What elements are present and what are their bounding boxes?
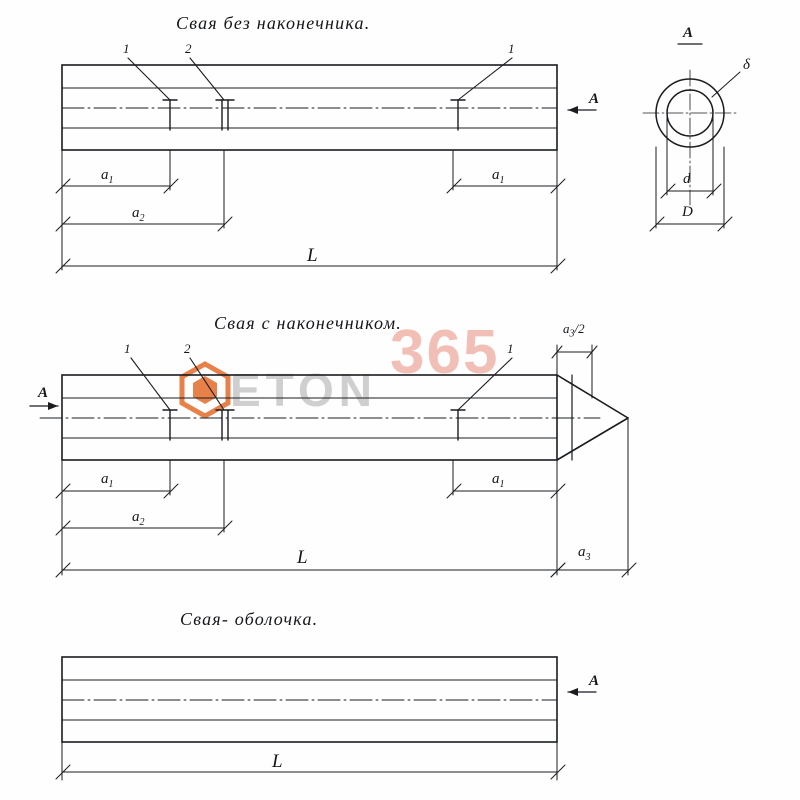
section-arrow-1 xyxy=(568,106,596,114)
callout-1-left-d1: 1 xyxy=(123,41,130,56)
section-view-a xyxy=(643,44,740,205)
dim-L-d1: L xyxy=(307,245,318,266)
pile-with-tip-dimensions xyxy=(56,418,636,577)
section-arrow-label-d2: А xyxy=(38,385,49,401)
dim-a1-left-d1: $a_1$ xyxy=(101,167,114,186)
section-arrow-2 xyxy=(30,402,58,410)
tip-half-dimension xyxy=(552,345,597,398)
callout-1-right-d2: 1 xyxy=(507,341,514,356)
pile-with-tip-leaders xyxy=(131,358,512,410)
pile-shell-body xyxy=(62,657,557,742)
callout-2-d2: 2 xyxy=(184,341,191,356)
section-arrow-label-d3: А xyxy=(589,673,600,689)
watermark-word: ETON xyxy=(230,364,377,416)
dim-a1-right-d2: $a_1$ xyxy=(492,471,505,490)
dim-a1-right-d1: $a_1$ xyxy=(492,167,505,186)
callout-2-d1: 2 xyxy=(185,41,192,56)
dim-a1-left-d2: $a_1$ xyxy=(101,471,114,490)
section-view-label: А xyxy=(683,25,694,41)
dim-a3-half: $a_3/2$ xyxy=(563,321,585,340)
section-arrow-3 xyxy=(568,688,596,696)
title-pile-without-tip: Свая без наконечника. xyxy=(176,13,371,33)
section-arrow-label-d1: А xyxy=(589,91,600,107)
pile-without-tip-embeds xyxy=(163,100,465,130)
dim-a2-d2: $a_2$ xyxy=(132,509,145,528)
dim-a3-d2: $a_3$ xyxy=(578,544,591,563)
pile-shell-dimensions xyxy=(56,742,565,780)
callout-1-left-d2: 1 xyxy=(124,341,131,356)
outer-diameter-label: D xyxy=(682,204,693,220)
title-pile-with-tip: Свая с наконечником. xyxy=(214,313,402,333)
title-pile-shell: Свая- оболочка. xyxy=(180,609,319,629)
dim-L-d3: L xyxy=(272,751,283,772)
pile-with-tip-body xyxy=(40,375,628,460)
callout-1-right-d1: 1 xyxy=(508,41,515,56)
dim-L-d2: L xyxy=(297,547,308,568)
dim-a2-d1: $a_2$ xyxy=(132,205,145,224)
pile-with-tip-embeds xyxy=(163,410,465,440)
watermark-number: 365 xyxy=(390,318,500,387)
inner-diameter-label: d xyxy=(683,171,691,187)
pile-without-tip-body xyxy=(62,65,557,150)
wall-thickness-label: δ xyxy=(743,57,750,73)
